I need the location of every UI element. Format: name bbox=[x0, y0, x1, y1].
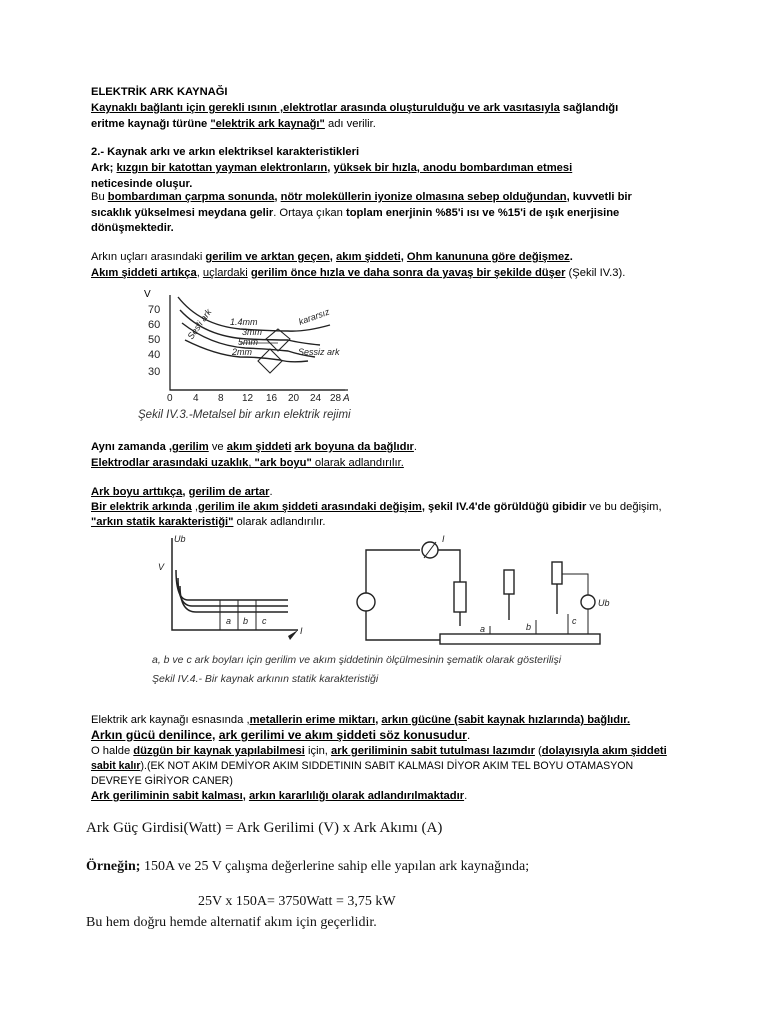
formula-line-1: Ark Güç Girdisi(Watt) = Ark Gerilimi (V) x Ark Akımı (A) bbox=[86, 820, 443, 836]
section2-line-4: sıcaklık yükselmesi meydana gelir. Ortaya çıkan toplam enerjinin %85'i ısı ve %15'i de ışık enerjisine bbox=[91, 207, 620, 219]
arc2-line-1: Aynı zamanda ,gerilim ve akım şiddeti ark boyuna da bağlıdır. bbox=[91, 441, 418, 453]
fig4-curve-label: c bbox=[262, 616, 267, 626]
fig4-circuit-label: c bbox=[572, 616, 577, 626]
fig4-caption-2: Şekil IV.4.- Bir kaynak arkının statik karakteristiği bbox=[152, 673, 379, 685]
fig4-wire bbox=[562, 574, 588, 595]
arc2-line-5: "arkın statik karakteristiği" olarak adlandırılır. bbox=[91, 516, 326, 528]
intro-line-1: Kaynaklı bağlantı için gerekli ısının ,elektrotlar arasında oluşturulduğu ve ark vasıtasıyla sağlandığı bbox=[91, 102, 619, 114]
fig4-circuit-label: I bbox=[442, 534, 445, 544]
fig3-xtick: 24 bbox=[310, 393, 322, 404]
fig3-ytick: 60 bbox=[148, 319, 161, 331]
fig4-electrode-holder bbox=[552, 562, 562, 584]
fig4-caption-1: a, b ve c ark boyları için gerilim ve akım şiddetinin ölçülmesinin şematik olarak gösterilişi bbox=[152, 654, 562, 666]
section2-line-3: Bu bombardıman çarpma sonunda, nötr moleküllerin iyonize olmasına sebep olduğundan, kuvvetli bir bbox=[91, 191, 632, 203]
arc1-line-2: Akım şiddeti artıkça, uçlardaki gerilim önce hızla ve daha sonra da yavaş bir şekilde düşer (Şekil IV.3). bbox=[91, 267, 626, 279]
fig4-wire bbox=[366, 550, 420, 593]
fig4-generator bbox=[357, 593, 375, 611]
formula-line-4: Bu hem doğru hemde alternatif akım için geçerlidir. bbox=[86, 915, 377, 930]
fig3-ytick: 50 bbox=[148, 334, 161, 346]
fig4-electrode-holder bbox=[504, 570, 514, 594]
fig4-circuit-label: a bbox=[480, 624, 486, 634]
fig3-xtick: 8 bbox=[218, 393, 224, 404]
fig3-ytick: 70 bbox=[148, 304, 161, 316]
fig4-curve-c bbox=[180, 586, 288, 612]
fig3-curve-label: 2mm bbox=[232, 347, 252, 357]
fig3-transition-region bbox=[258, 349, 282, 373]
fig4-workpiece bbox=[440, 634, 600, 644]
fig4-x-label: I bbox=[300, 626, 303, 636]
fig3-ytick: 30 bbox=[148, 366, 161, 378]
section2-line-5: dönüşmektedir. bbox=[91, 222, 174, 234]
fig4-circuit-label: Ub bbox=[598, 598, 610, 608]
fig3-xunit: A bbox=[343, 393, 350, 404]
fig3-region-label: kararsız bbox=[297, 306, 331, 327]
fig3-xtick: 0 bbox=[167, 393, 173, 404]
fig4-y-label: Ub bbox=[174, 534, 186, 544]
fig4-curve-b bbox=[178, 578, 288, 606]
fig3-xtick: 28 bbox=[330, 393, 342, 404]
fig4-curve-label: b bbox=[243, 616, 249, 626]
formula-line-2: Örneğin; 150A ve 25 V çalışma değerlerine sahip elle yapılan ark kaynağında; bbox=[86, 859, 530, 874]
fig4-v-label: V bbox=[158, 562, 165, 572]
fig3-curve-label: 1.4mm bbox=[230, 317, 258, 327]
fig3-xtick: 20 bbox=[288, 393, 300, 404]
fig4-wire bbox=[438, 550, 460, 582]
fig3-curve-label: 3mm bbox=[242, 327, 262, 337]
arc2-line-4: Bir elektrik arkında ,gerilim ile akım şiddeti arasındaki değişim, şekil IV.4'de görüldüğü gibidir ve bu değişim, bbox=[91, 501, 662, 513]
doc-title: ELEKTRİK ARK KAYNAĞI bbox=[91, 86, 228, 98]
power-line-5: DEVREYE GİRİYOR CANER) bbox=[91, 775, 233, 787]
power-line-2: Arkın gücü denilince, ark gerilimi ve akım şiddeti söz konusudur. bbox=[91, 728, 471, 742]
fig4-ammeter-needle bbox=[424, 542, 436, 558]
figure-iv3 bbox=[130, 285, 430, 425]
fig4-wire bbox=[366, 611, 440, 640]
fig3-curve-label: 5mm bbox=[238, 337, 258, 347]
figure-iv4 bbox=[140, 530, 620, 690]
power-line-1: Elektrik ark kaynağı esnasında ,metallerin erime miktarı, arkın gücüne (sabit kaynak hızlarında) bağlıdır. bbox=[91, 714, 631, 726]
fig4-electrode-holder bbox=[454, 582, 466, 612]
fig3-region-label: Sessiz ark bbox=[298, 347, 340, 357]
fig3-region-label: Sesli ark bbox=[185, 307, 214, 342]
arc2-line-2: Elektrodlar arasındaki uzaklık, "ark boyu" olarak adlandırılır. bbox=[91, 457, 404, 469]
power-line-3: O halde düzgün bir kaynak yapılabilmesi için, ark geriliminin sabit tutulması lazımdır (dolayısıyla akım şiddeti bbox=[91, 745, 667, 757]
fig4-axes bbox=[172, 538, 298, 630]
fig3-xtick: 16 bbox=[266, 393, 278, 404]
fig4-voltmeter bbox=[581, 595, 595, 609]
formula-line-3: 25V x 150A= 3750Watt = 3,75 kW bbox=[198, 894, 396, 909]
fig3-yaxis-label: V bbox=[144, 289, 151, 300]
section2-line-1: Ark; kızgın bir katottan yayman elektronların, yüksek bir hızla, anodu bombardıman etmesi bbox=[91, 162, 573, 174]
fig3-caption: Şekil IV.3.-Metalsel bir arkın elektrik rejimi bbox=[138, 409, 351, 421]
arc2-line-3: Ark boyu arttıkça, gerilim de artar. bbox=[91, 486, 273, 498]
fig3-ytick: 40 bbox=[148, 349, 161, 361]
fig4-curve-label: a bbox=[226, 616, 232, 626]
power-line-6: Ark geriliminin sabit kalması, arkın kararlılığı olarak adlandırılmaktadır. bbox=[91, 790, 468, 802]
intro-line-2: eritme kaynağı türüne "elektrik ark kaynağı" adı verilir. bbox=[91, 118, 376, 130]
section-heading: 2.- Kaynak arkı ve arkın elektriksel karakteristikleri bbox=[91, 146, 360, 158]
power-line-4: sabit kalır).(EK NOT AKIM DEMİYOR AKIM SIDDETININ SABIT KALMASI DİYOR AKIM TEL BOYU OTAMASYON bbox=[91, 760, 634, 772]
fig3-xtick: 12 bbox=[242, 393, 254, 404]
fig3-xtick: 4 bbox=[193, 393, 199, 404]
fig4-circuit-label: b bbox=[526, 622, 532, 632]
section2-line-2: neticesinde oluşur. bbox=[91, 178, 193, 190]
fig4-curve-a bbox=[176, 570, 288, 600]
arc1-line-1: Arkın uçları arasındaki gerilim ve arktan geçen, akım şiddeti, Ohm kanununa göre değişmez. bbox=[91, 251, 573, 263]
fig4-arrow bbox=[288, 630, 298, 640]
